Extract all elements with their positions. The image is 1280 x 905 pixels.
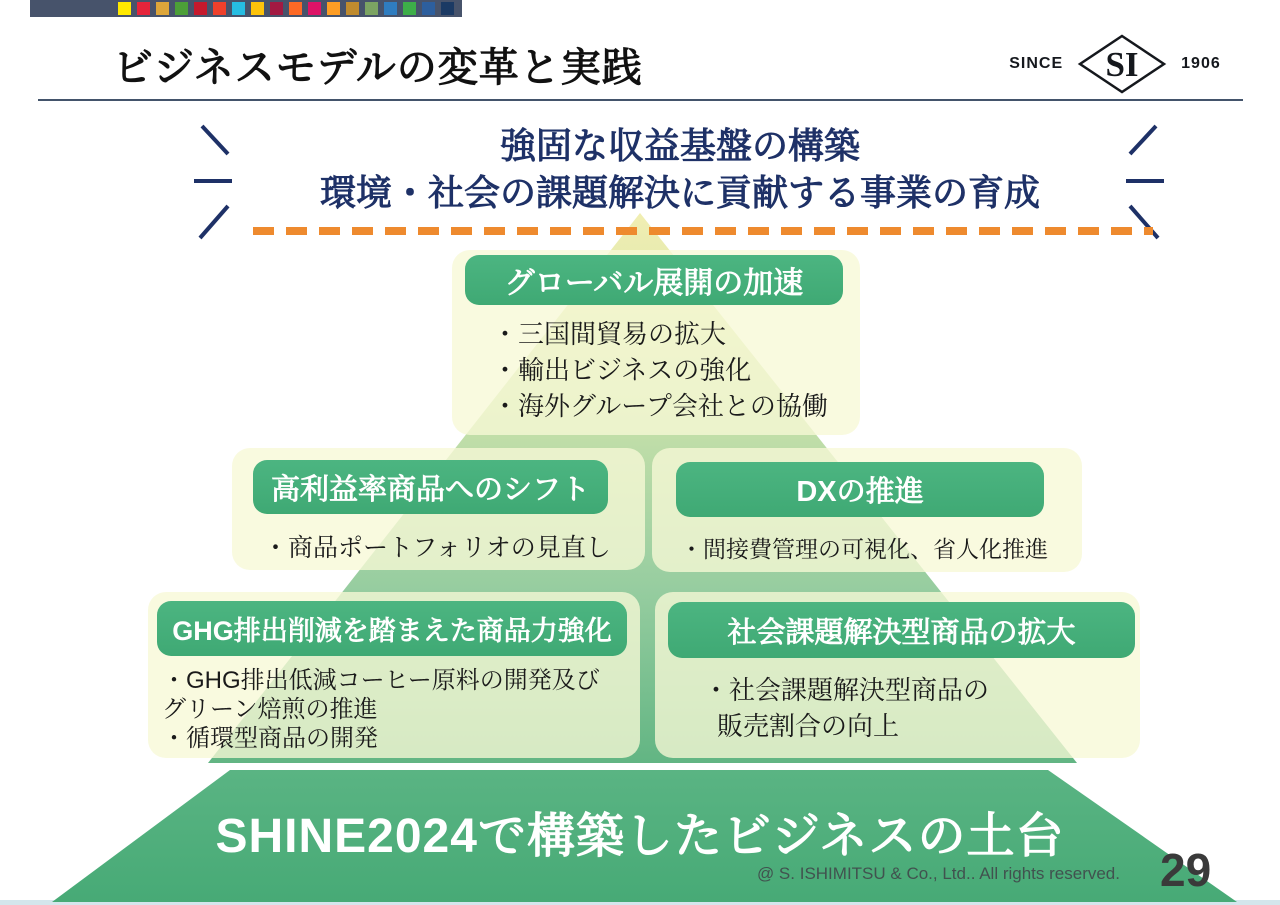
color-square <box>156 2 169 15</box>
box-ghg-title: GHG排出削減を踏まえた商品力強化 <box>157 601 627 656</box>
bullet-item: ・三国間貿易の拡大 <box>492 319 727 349</box>
orange-dashed-divider <box>253 227 1153 235</box>
bullet-item: ・社会課題解決型商品の <box>703 675 990 705</box>
bullet-item: 販売割合の向上 <box>717 711 900 741</box>
color-square <box>346 2 359 15</box>
emphasis-lines-right-icon <box>1118 118 1166 242</box>
ghg-bullet-list <box>162 666 600 753</box>
box-global-title: グローバル展開の加速 <box>465 255 843 305</box>
bullet-item: ・海外グループ会社との協働 <box>492 391 828 421</box>
page-title: ビジネスモデルの変革と実践 <box>113 46 643 90</box>
bullet-item: ・循環型商品の開発 <box>162 725 378 752</box>
logo-since-label: SINCE <box>1009 55 1064 72</box>
base-label: SHINE2024で構築したビジネスの土台 <box>215 810 1065 863</box>
color-square <box>194 2 207 15</box>
color-square <box>251 2 264 15</box>
page-number: 29 <box>1160 844 1212 896</box>
color-square <box>308 2 321 15</box>
dx-bullet-list <box>680 531 1048 564</box>
bullet-item: グリーン焙煎の推進 <box>162 696 378 723</box>
bullet-item: ・商品ポートフォリオの見直し <box>263 534 611 562</box>
color-square <box>403 2 416 15</box>
color-square <box>175 2 188 15</box>
headline-line1: 強固な収益基盤の構築 <box>499 125 860 166</box>
color-square <box>213 2 226 15</box>
color-square <box>327 2 340 15</box>
bullet-item: ・GHG排出低減コーヒー原料の開発及び <box>162 667 600 694</box>
color-square <box>232 2 245 15</box>
logo-year-label: 1906 <box>1181 55 1221 72</box>
color-square <box>118 2 131 15</box>
box-social-title: 社会課題解決型商品の拡大 <box>668 602 1135 658</box>
company-logo <box>985 34 1245 94</box>
high-profit-bullet-list <box>263 528 611 564</box>
color-square <box>384 2 397 15</box>
bullet-item: ・間接費管理の可視化、省人化推進 <box>680 536 1048 562</box>
global-bullet-list <box>492 316 828 424</box>
bullet-item: ・輸出ビジネスの強化 <box>492 355 752 385</box>
box-high-profit-title: 高利益率商品へのシフト <box>253 460 608 514</box>
color-square <box>137 2 150 15</box>
social-bullet-list <box>703 672 989 744</box>
logo-monogram: SI <box>1105 45 1139 84</box>
sdg-strip <box>30 0 462 17</box>
title-underline <box>38 99 1243 101</box>
color-square <box>441 2 454 15</box>
box-dx-title: DXの推進 <box>676 462 1044 517</box>
copyright-text: @ S. ISHIMITSU & Co., Ltd.. All rights reserved. <box>756 864 1120 883</box>
slide-headline <box>240 122 1120 216</box>
color-square <box>270 2 283 15</box>
si-diamond-icon <box>1077 34 1167 94</box>
headline-line2: 環境・社会の課題解決に貢献する事業の育成 <box>319 172 1040 213</box>
color-square <box>422 2 435 15</box>
color-square <box>365 2 378 15</box>
color-square <box>289 2 302 15</box>
